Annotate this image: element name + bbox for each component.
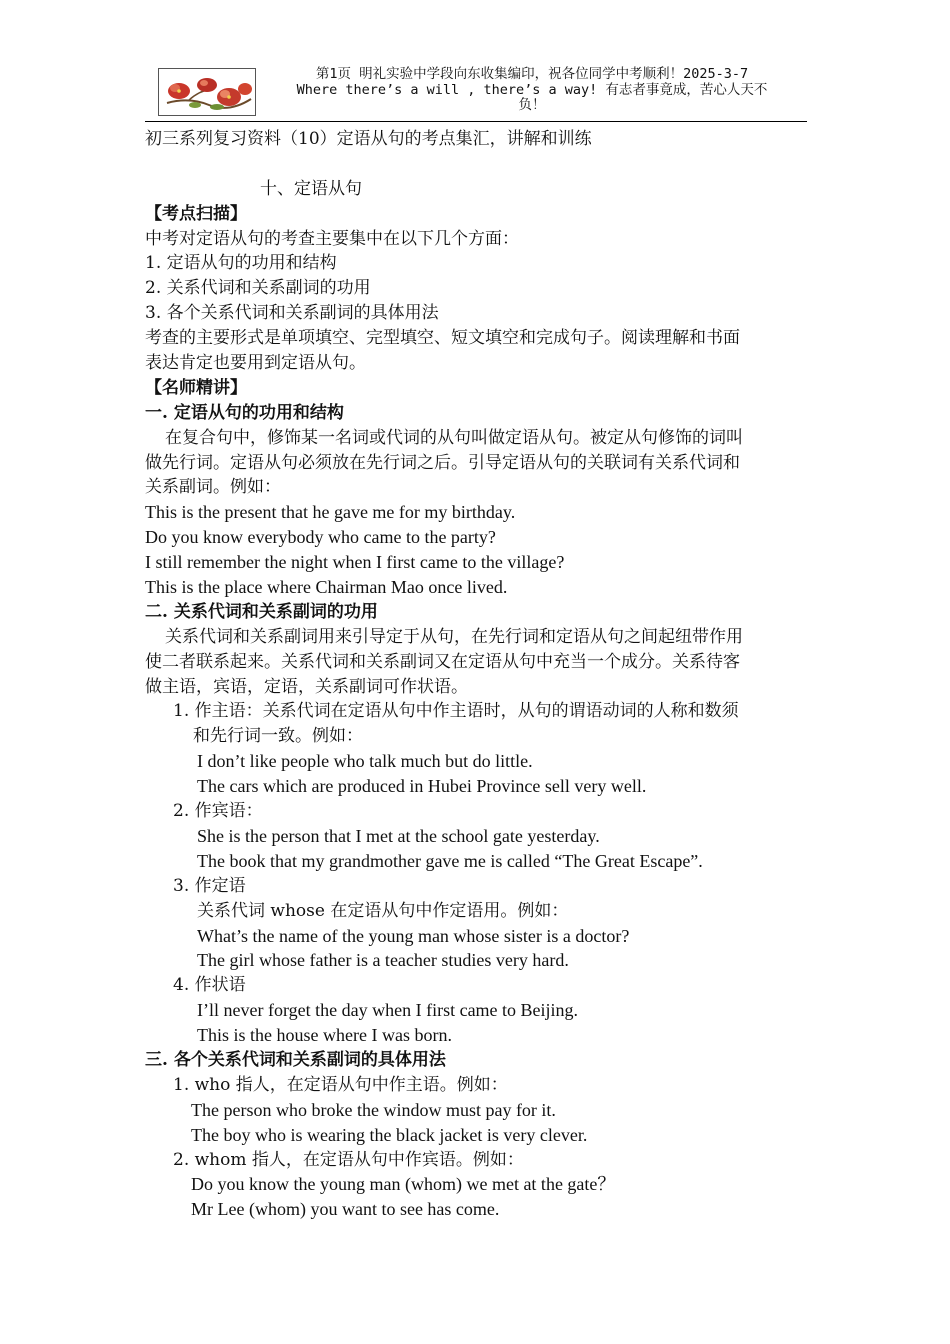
example-sentence: I don’t like people who talk much but do little. (197, 751, 533, 772)
scan-item-2: 2. 关系代词和关系副词的功用 (145, 278, 371, 299)
section-3-item-1: 1. who 指人，在定语从句中作主语。例如： (173, 1074, 508, 1095)
section-2-item-3-note: 关系代词 whose 在定语从句中作定语用。例如： (197, 900, 569, 921)
scan-summary-1: 考查的主要形式是单项填空、完型填空、短文填空和完成句子。阅读理解和书面 (145, 328, 740, 349)
section-2-item-1-cont: 和先行词一致。例如： (193, 726, 363, 747)
scan-intro: 中考对定语从句的考查主要集中在以下几个方面： (145, 228, 519, 249)
example-sentence: This is the place where Chairman Mao once lived. (145, 577, 508, 598)
example-sentence: The book that my grandmother gave me is called “The Great Escape”. (197, 850, 703, 871)
section-2-paragraph-2: 使二者联系起来。关系代词和关系副词又在定语从句中充当一个成分。关系待客 (145, 651, 740, 672)
chapter-title: 十、定语从句 (260, 178, 362, 199)
document-body (145, 127, 810, 1222)
flower-logo (158, 68, 256, 116)
section-1-title: 一. 定语从句的功用和结构 (145, 402, 344, 423)
section-2-item-2: 2. 作宾语： (173, 801, 263, 822)
scan-summary-2: 表达肯定也要用到定语从句。 (145, 353, 366, 374)
header-line-3: 负！ (518, 97, 546, 113)
example-sentence: The girl whose father is a teacher studies very hard. (197, 950, 569, 971)
scan-heading: 【考点扫描】 (145, 203, 247, 224)
section-1-paragraph-3: 关系副词。例如： (145, 477, 281, 498)
page-header (145, 66, 807, 122)
section-2-item-3: 3. 作定语 (173, 875, 246, 896)
example-sentence: The boy who is wearing the black jacket is very clever. (191, 1124, 588, 1145)
example-sentence: Mr Lee (whom) you want to see has come. (191, 1199, 500, 1220)
section-3-item-2: 2. whom 指人，在定语从句中作宾语。例如： (173, 1149, 524, 1170)
scan-item-3: 3. 各个关系代词和关系副词的具体用法 (145, 303, 439, 324)
teach-heading: 【名师精讲】 (145, 377, 247, 398)
example-sentence: I still remember the night when I first came to the village? (145, 552, 565, 573)
section-2-title: 二. 关系代词和关系副词的功用 (145, 601, 378, 622)
section-2-paragraph-1: 关系代词和关系副词用来引导定于从句，在先行词和定语从句之间起纽带作用 (165, 626, 743, 647)
header-line-2: Where there’s a will , there’s a way! 有志者事竟成，苦心人天不 (296, 81, 768, 98)
section-2-item-4: 4. 作状语 (173, 975, 246, 996)
example-sentence: The person who broke the window must pay for it. (191, 1099, 556, 1120)
section-1-paragraph-2: 做先行词。定语从句必须放在先行词之后。引导定语从句的关联词有关系代词和 (145, 452, 740, 473)
example-sentence: She is the person that I met at the school gate yesterday. (197, 825, 600, 846)
header-line-1: 第1页 明礼实验中学段向东收集编印，祝各位同学中考顺利！2025-3-7 (315, 66, 749, 82)
example-sentence: This is the present that he gave me for my birthday. (145, 502, 516, 523)
section-3-title: 三. 各个关系代词和关系副词的具体用法 (145, 1049, 446, 1070)
example-sentence: I’ll never forget the day when I first came to Beijing. (197, 1000, 579, 1021)
section-1-paragraph-1: 在复合句中，修饰某一名词或代词的从句叫做定语从句。被定从句修饰的词叫 (165, 427, 743, 448)
flower-illustration (159, 69, 255, 115)
scan-item-1: 1. 定语从句的功用和结构 (145, 253, 337, 274)
section-2-item-1: 1. 作主语：关系代词在定语从句中作主语时，从句的谓语动词的人称和数须 (173, 701, 739, 722)
example-sentence: The cars which are produced in Hubei Province sell very well. (197, 776, 647, 797)
header-text (257, 67, 807, 114)
example-sentence: Do you know the young man (whom) we met at the gate？ (191, 1174, 616, 1195)
example-sentence: This is the house where I was born. (197, 1025, 452, 1046)
example-sentence: What’s the name of the young man whose sister is a doctor? (197, 925, 630, 946)
blank-line (145, 152, 810, 177)
section-2-paragraph-3: 做主语，宾语，定语，关系副词可作状语。 (145, 676, 468, 697)
example-sentence: Do you know everybody who came to the party? (145, 527, 496, 548)
doc-intro-title: 初三系列复习资料（10）定语从句的考点集汇，讲解和训练 (145, 129, 592, 149)
